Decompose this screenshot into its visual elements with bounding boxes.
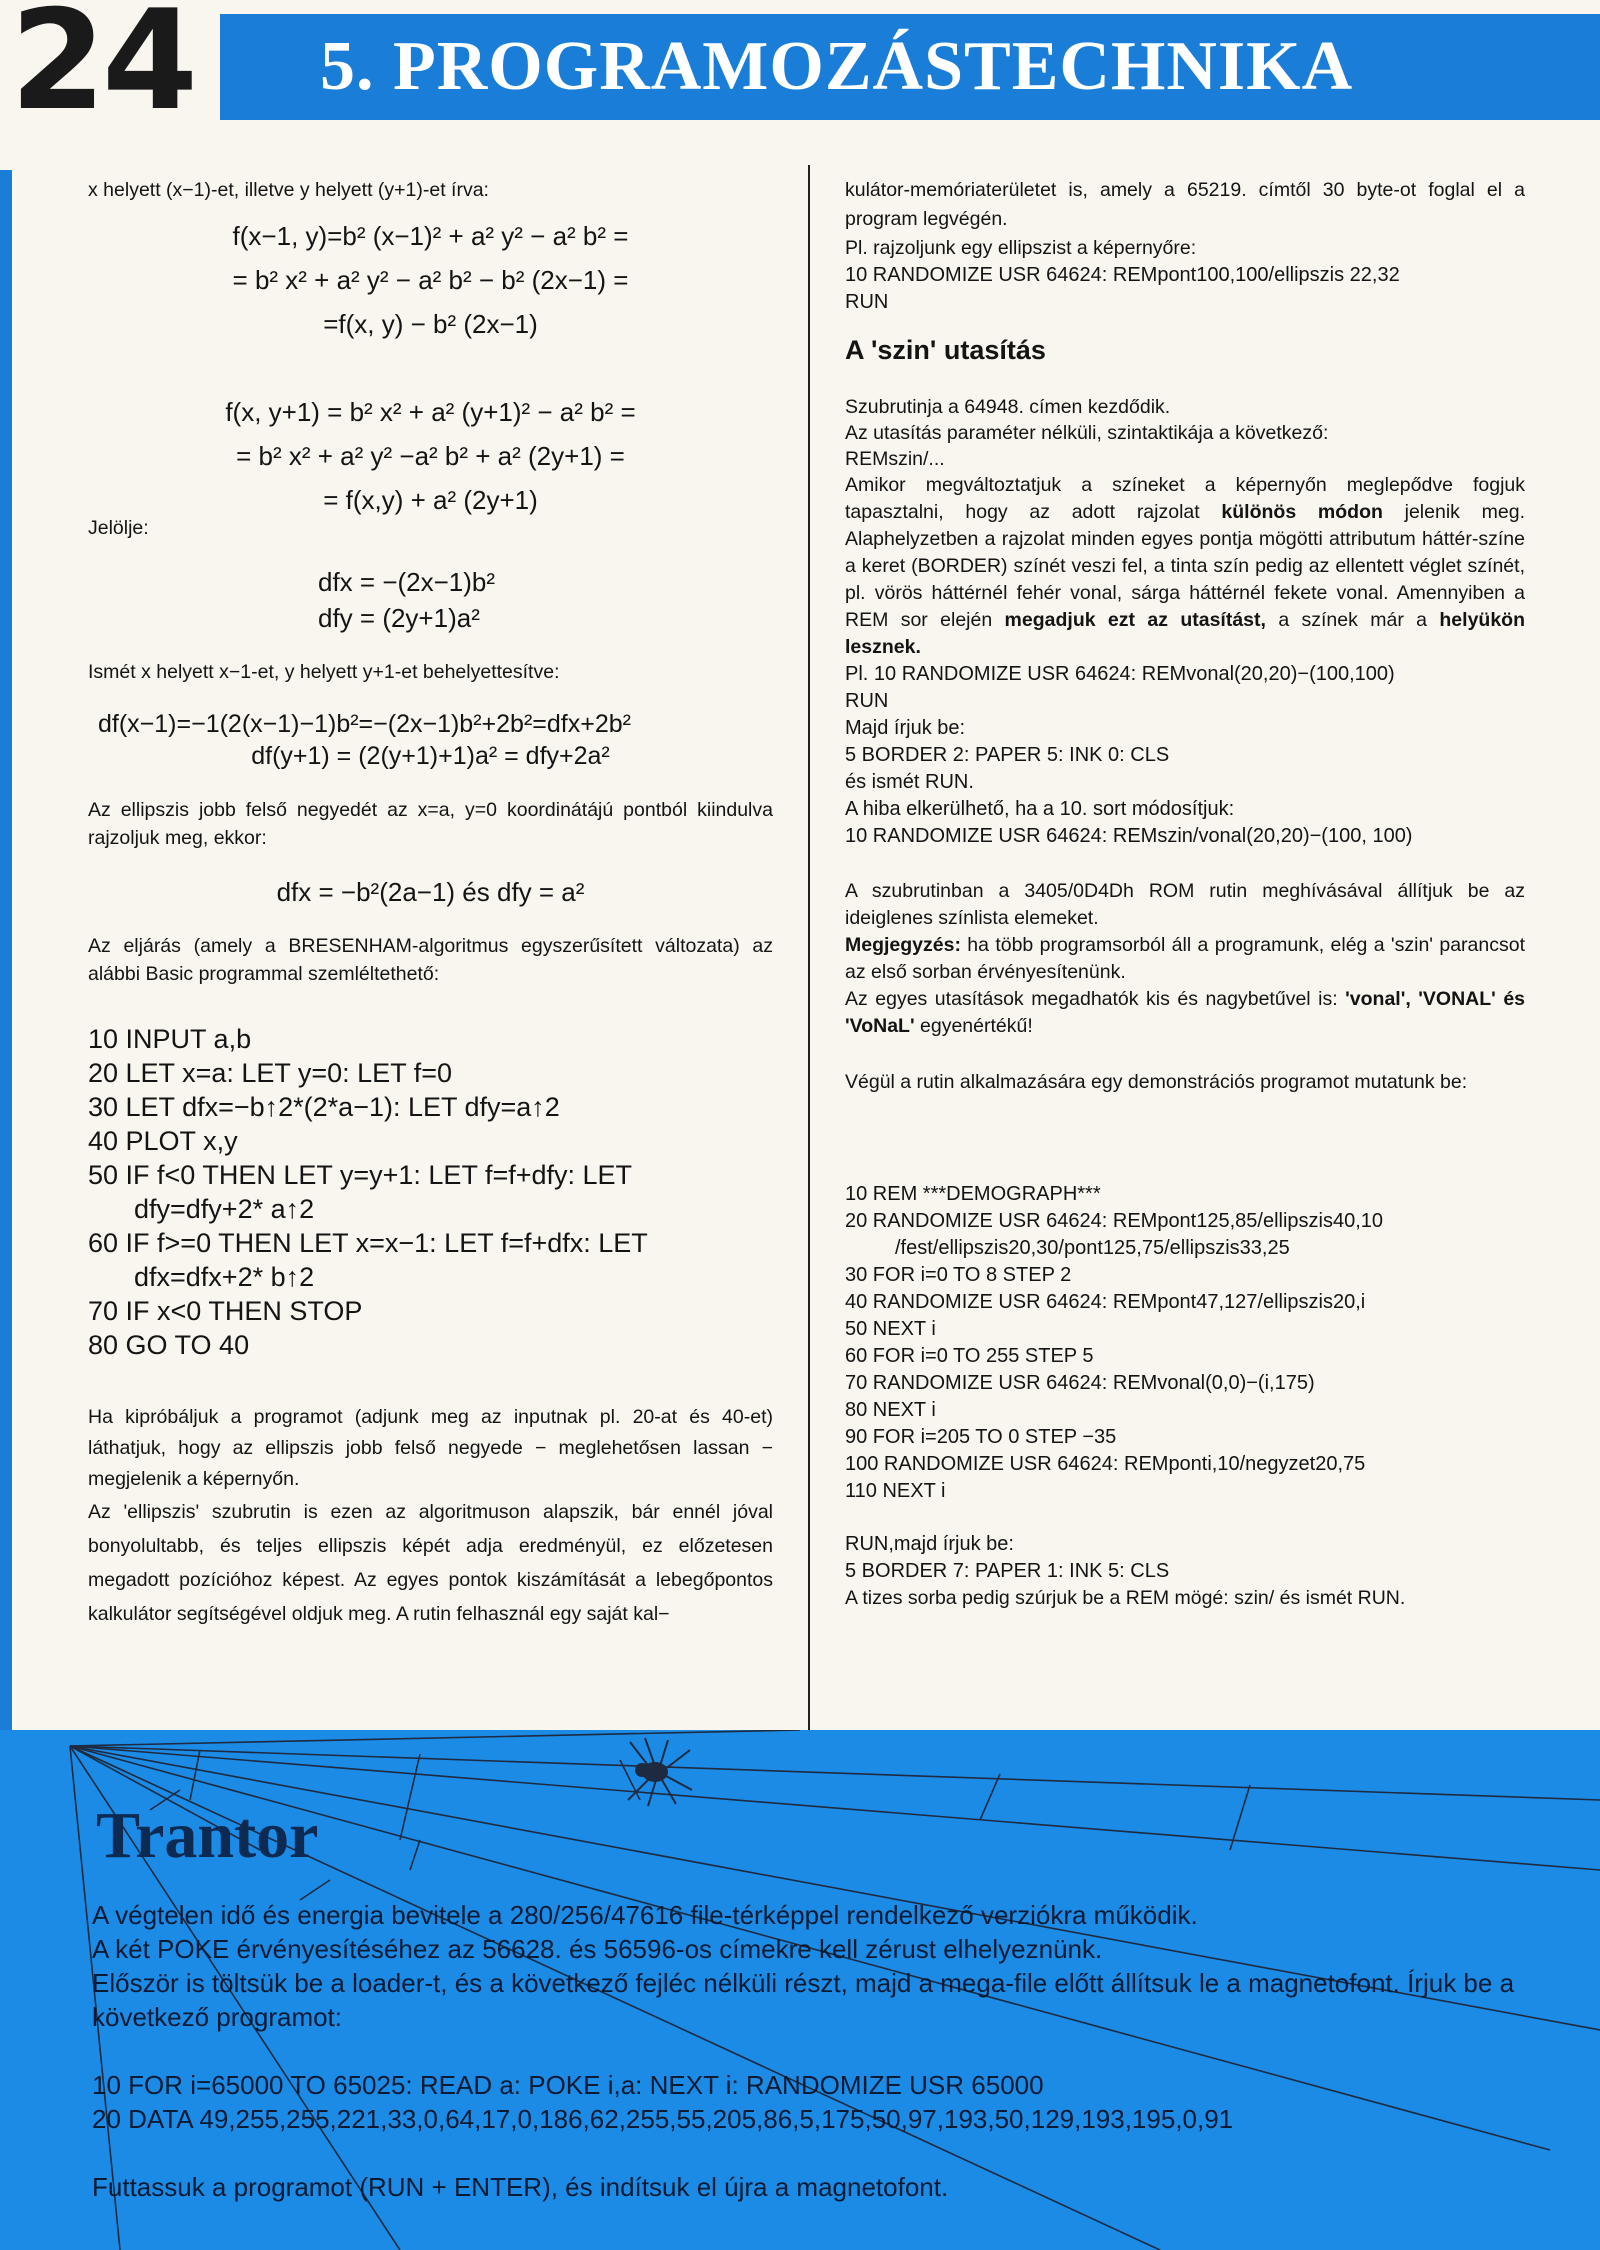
text-span: Az egyes utasítások megadhatók kis és nagybetűvel is:: [845, 988, 1338, 1010]
equation-line: = f(x,y) + a² (2y+1): [323, 485, 538, 515]
chapter-title: 5. PROGRAMOZÁSTECHNIKA: [220, 14, 1600, 120]
dfy-definition: dfy = (2y+1)a²: [318, 603, 480, 633]
right-column: [845, 172, 1525, 1611]
df-x-equation: df(x−1)=−1(2(x−1)−1)b²=−(2x−1)b²+2b²=dfx+2b²: [98, 710, 631, 738]
code-line: 40 RANDOMIZE USR 64624: REMpont47,127/ellipszis20,i: [845, 1291, 1366, 1313]
code-line: 10 INPUT a,b: [88, 1024, 252, 1054]
paragraph: A tizes sorba pedig szúrjuk be a REM mögé: szin/ és ismét RUN.: [845, 1587, 1406, 1609]
code-line: 110 NEXT i: [845, 1480, 946, 1502]
body-line: Először is töltsük be a loader-t, és a következő fejléc nélküli részt, majd a mega-file előtt állítsuk le a magnetofont. Írjuk be a következő programot:: [92, 1968, 1515, 2032]
paragraph: [845, 986, 1525, 1040]
body-line: Futtassuk a programot (RUN + ENTER), és indítsuk el újra a magnetofont.: [92, 2172, 949, 2202]
paragraph: Végül a rutin alkalmazására egy demonstrációs programot mutatunk be:: [845, 1071, 1468, 1093]
dfx-definition: dfx = −(2x−1)b²: [318, 567, 496, 597]
text-span: egyenértékű!: [920, 1015, 1033, 1037]
code-line: 5 BORDER 7: PAPER 1: INK 5: CLS: [845, 1560, 1170, 1582]
code-line: RUN,majd írjuk be:: [845, 1533, 1014, 1555]
text-span: jelenik meg. Alaphelyzetben a rajzolat minden egyes pontja mögötti attributum háttér-színe a keret (BORDER) színét veszi fel, a tinta szín pedig az ellentett véglet színét, pl. vörös háttérnél fehér vonal, sárga háttérnél fekete vonal. Amennyiben a REM sor elején: [845, 501, 1525, 631]
trantor-box: [0, 1730, 1600, 2250]
note-paragraph: [845, 932, 1525, 986]
page-number: 24: [10, 0, 195, 141]
code-line: 80 GO TO 40: [88, 1330, 250, 1360]
code-line: 10 RANDOMIZE USR 64624: REMszin/vonal(20,20)−(100, 100): [845, 825, 1413, 847]
basic-listing: [88, 1022, 773, 1362]
code-line: A hiba elkerülhető, ha a 10. sort módosítjuk:: [845, 798, 1235, 820]
code-line: RUN: [845, 291, 889, 313]
bold-text: megadjuk ezt az utasítást,: [1004, 609, 1266, 631]
code-line: 20 LET x=a: LET y=0: LET f=0: [88, 1058, 452, 1088]
code-line: 70 RANDOMIZE USR 64624: REMvonal(0,0)−(i,175): [845, 1372, 1315, 1394]
text-span: ha több programsorból áll a programunk, elég a 'szin' parancsot az első sorban érvényesítenünk.: [845, 934, 1525, 983]
code-line: 80 NEXT i: [845, 1399, 936, 1421]
paragraph: [845, 472, 1525, 661]
column-divider: [808, 165, 810, 1730]
body-line: A végtelen idő és energia bevitele a 280/256/47616 file-térképpel rendelkező verziókra működik.: [92, 1900, 1198, 1930]
code-line: dfy=dfy+2* a↑2: [134, 1194, 315, 1224]
equation-line: =f(x, y) − b² (2x−1): [323, 309, 538, 339]
code-line: dfx=dfx+2* b↑2: [134, 1262, 315, 1292]
code-line: Pl. 10 RANDOMIZE USR 64624: REMvonal(20,20)−(100,100): [845, 663, 1395, 685]
trantor-title: Trantor: [96, 1799, 319, 1872]
note-label: Megjegyzés:: [845, 934, 961, 956]
paragraph: Szubrutinja a 64948. címen kezdődik.: [845, 396, 1171, 418]
paragraph: Az eljárás (amely a BRESENHAM-algoritmus egyszerűsített változata) az alábbi Basic programmal szemléltethető:: [88, 935, 773, 985]
code-line: 10 FOR i=65000 TO 65025: READ a: POKE i,a: NEXT i: RANDOMIZE USR 65000: [92, 2070, 1044, 2100]
code-line: Majd írjuk be:: [845, 717, 966, 739]
initial-values-equation: dfx = −b²(2a−1) és dfy = a²: [276, 877, 585, 907]
code-line: 20 DATA 49,255,255,221,33,0,64,17,0,186,62,255,55,205,86,5,175,50,97,193,50,129,193,195,0,91: [92, 2104, 1234, 2134]
jelolje-label: Jelölje:: [88, 517, 149, 539]
bold-text: helyükön lesznek.: [845, 609, 1525, 658]
substitution-text: Ismét x helyett x−1-et, y helyett y+1-et behelyettesítve:: [88, 661, 560, 683]
section-heading: A 'szin' utasítás: [845, 335, 1046, 365]
code-line: 90 FOR i=205 TO 0 STEP −35: [845, 1426, 1117, 1448]
code-line: 50 NEXT i: [845, 1318, 936, 1340]
code-line: 20 RANDOMIZE USR 64624: REMpont125,85/ellipszis40,10 /fest/ellipszis20,30/pont125,75/ellipszis33,25: [845, 1210, 1384, 1259]
trantor-body: [92, 1898, 1572, 2204]
code-line: és ismét RUN.: [845, 771, 974, 793]
text-span: a színek már a: [1278, 609, 1428, 631]
body-line: A két POKE érvényesítéséhez az 56628. és 56596-os címekre kell zérust elhelyeznünk.: [92, 1934, 1103, 1964]
left-column: [88, 172, 773, 1631]
paragraph: A szubrutinban a 3405/0D4Dh ROM rutin meghívásával állítjuk be az ideiglenes színlista elemeket.: [845, 880, 1525, 929]
equation-line: f(x, y+1) = b² x² + a² (y+1)² − a² b² =: [225, 397, 636, 427]
code-line: RUN: [845, 690, 889, 712]
equation-line: f(x−1, y)=b² (x−1)² + a² y² − a² b² =: [232, 221, 629, 251]
code-line: 5 BORDER 2: PAPER 5: INK 0: CLS: [845, 744, 1170, 766]
code-line: 40 PLOT x,y: [88, 1126, 238, 1156]
code-line: 10 REM ***DEMOGRAPH***: [845, 1183, 1101, 1205]
equation-line: = b² x² + a² y² −a² b² + a² (2y+1) =: [236, 441, 625, 471]
code-line: 100 RANDOMIZE USR 64624: REMponti,10/negyzet20,75: [845, 1453, 1366, 1475]
code-line: 50 IF f<0 THEN LET y=y+1: LET f=f+dfy: LET: [88, 1160, 633, 1190]
equation-line: = b² x² + a² y² − a² b² − b² (2x−1) =: [232, 265, 629, 295]
paragraph: Az utasítás paraméter nélküli, szintaktikája a következő:: [845, 422, 1329, 444]
paragraph: Ha kipróbáljuk a programot (adjunk meg az inputnak pl. 20-at és 40-et) láthatjuk, hogy az ellipszis jobb felső negyede − meglehetősen lassan − megjelenik a képernyőn.: [88, 1406, 773, 1490]
demo-listing: [845, 1181, 1525, 1505]
paragraph: kulátor-memóriaterületet is, amely a 65219. címtől 30 byte-ot foglal el a program legvégén.: [845, 179, 1525, 230]
text-span: Amikor megváltoztatjuk a színeket a képernyőn meglepődve fogjuk tapasztalni, hogy az adott rajzolat: [845, 474, 1525, 523]
paragraph: Az 'ellipszis' szubrutin is ezen az algoritmuson alapszik, bár ennél jóval bonyolultabb, és teljes ellipszis képét adja eredményül, ez előzetesen megadott pozícióhoz képest. Az egyes pontok kiszámítását a lebegőpontos kalkulátor segítségével oldjuk meg. A rutin felhasznál egy saját kal−: [88, 1501, 773, 1625]
code-line: 60 FOR i=0 TO 255 STEP 5: [845, 1345, 1094, 1367]
code-line: 30 FOR i=0 TO 8 STEP 2: [845, 1264, 1072, 1286]
paragraph: Az ellipszis jobb felső negyedét az x=a, y=0 koordinátájú pontból kiindulva rajzoljuk meg, ekkor:: [88, 799, 773, 849]
code-line: 30 LET dfx=−b↑2*(2*a−1): LET dfy=a↑2: [88, 1092, 560, 1122]
side-accent-bar: [0, 170, 12, 1730]
syntax-text: REMszin/...: [845, 448, 945, 470]
code-line: 10 RANDOMIZE USR 64624: REMpont100,100/ellipszis 22,32: [845, 264, 1400, 286]
intro-text: x helyett (x−1)-et, illetve y helyett (y+1)-et írva:: [88, 179, 489, 201]
example-intro: Pl. rajzoljunk egy ellipszist a képernyőre:: [845, 237, 1197, 259]
code-line: 70 IF x<0 THEN STOP: [88, 1296, 363, 1326]
bold-text: 'vonal', 'VONAL' és 'VoNaL': [845, 988, 1526, 1037]
df-y-equation: df(y+1) = (2(y+1)+1)a² = dfy+2a²: [251, 742, 610, 770]
bold-text: különös módon: [1221, 501, 1383, 523]
code-line: 60 IF f>=0 THEN LET x=x−1: LET f=f+dfx: LET: [88, 1228, 648, 1258]
